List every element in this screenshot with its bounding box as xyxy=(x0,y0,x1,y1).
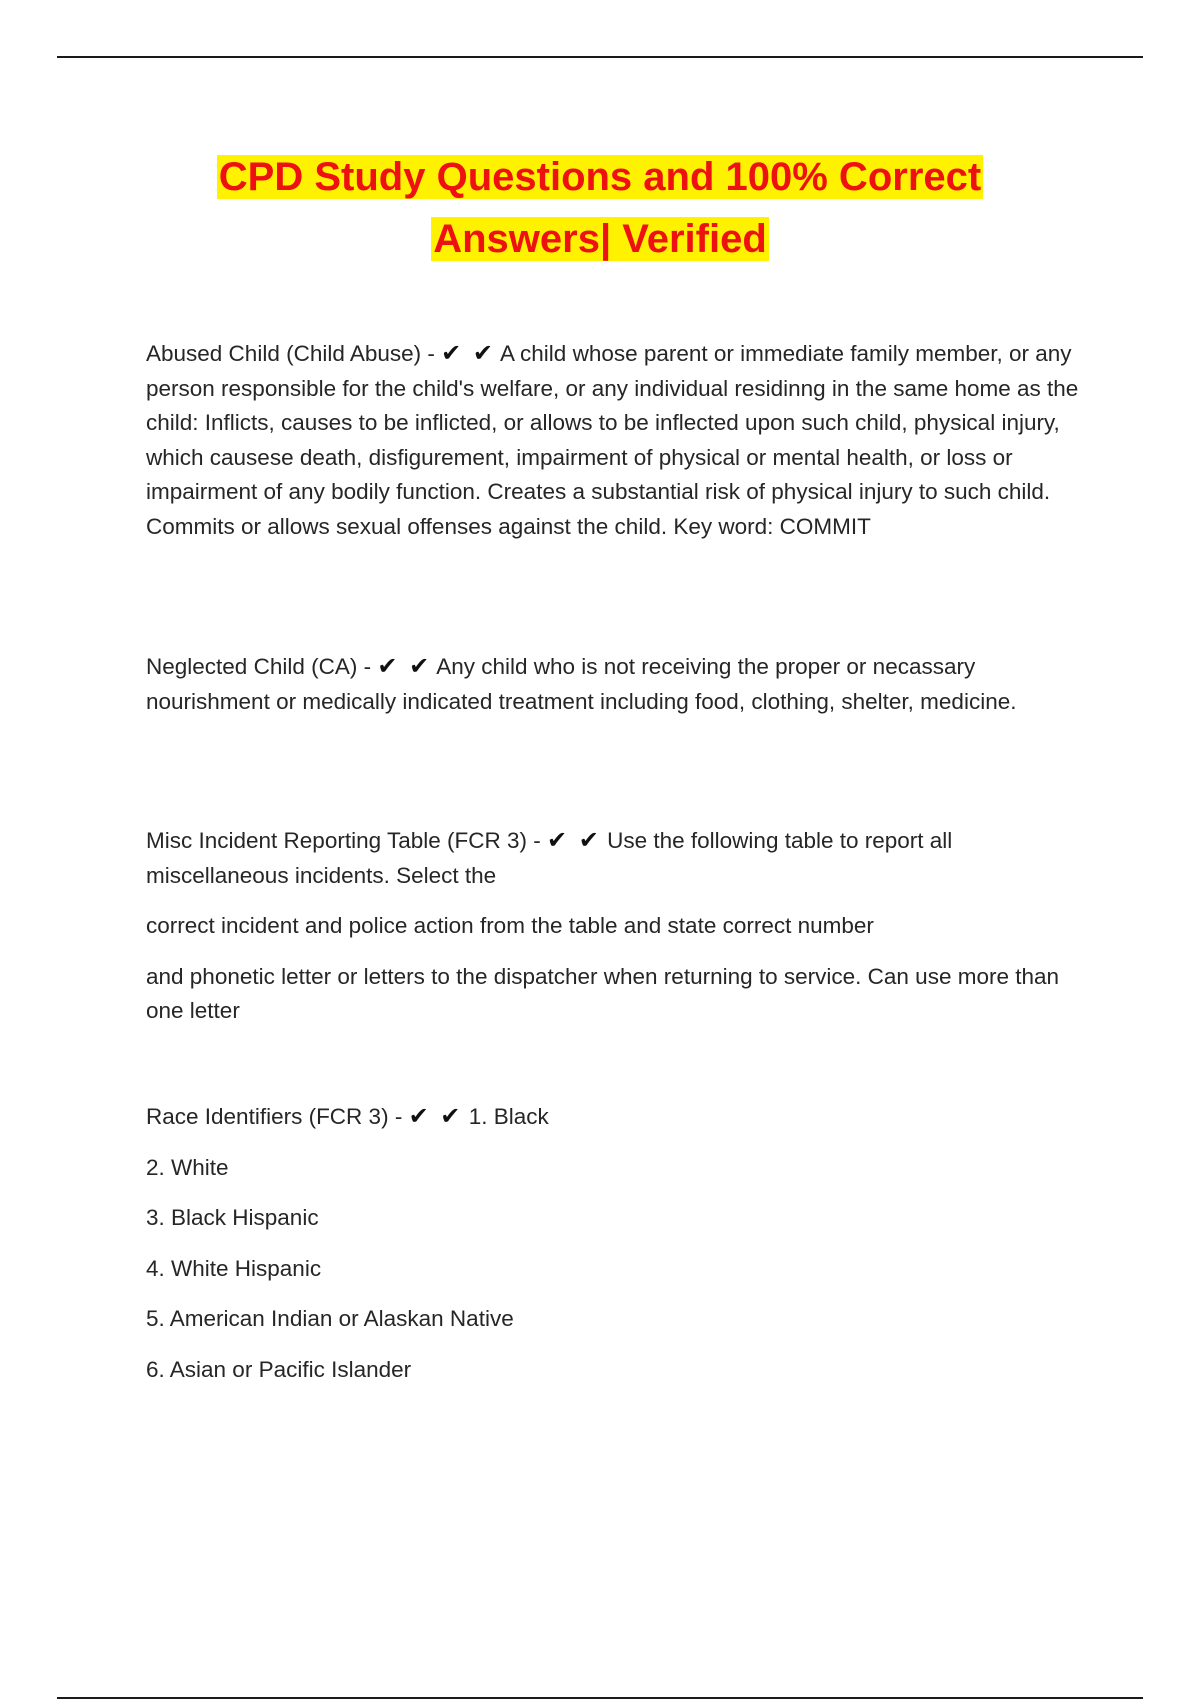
checkmark-icon: ✔ ✔ xyxy=(441,339,496,367)
entry-paragraph-2: correct incident and police action from the table and state correct number xyxy=(146,913,874,938)
entry-term: Misc Incident Reporting Table (FCR 3) - xyxy=(146,828,547,853)
entry-paragraph xyxy=(146,823,1086,893)
entry-paragraph xyxy=(146,1099,1086,1135)
entry-race-identifiers xyxy=(146,1099,1086,1387)
entry-paragraph xyxy=(146,649,1086,719)
list-item: 2. White xyxy=(146,1154,229,1180)
entry-paragraph xyxy=(146,336,1086,544)
list-item: 3. Black Hispanic xyxy=(146,1205,319,1230)
entry-term: Neglected Child (CA) - xyxy=(146,654,378,679)
entry-definition: A child whose parent or immediate family member, or any person responsible for the child's welfare, or any individual residinng in the same home as the child: Inflicts, causes to be inflicted, or allows to be inflected upon such child, physical injury, which causese death, disfigurement, impairment of physical or mental health, or loss or impairment of any bodily function. Creates a substantial risk of physical injury to such child. Commits or allows sexual offenses against the child. Key word: COMMIT xyxy=(146,341,1079,539)
bottom-rule xyxy=(57,1697,1143,1699)
list-item: 5. American Indian or Alaskan Native xyxy=(146,1306,514,1331)
checkmark-icon: ✔ ✔ xyxy=(408,1102,463,1130)
entry-term: Race Identifiers (FCR 3) - xyxy=(146,1104,409,1129)
entry-misc-incident xyxy=(146,823,1086,1029)
entry-neglected-child xyxy=(146,649,1086,719)
list-item: 4. White Hispanic xyxy=(146,1255,322,1281)
entry-definition: 1. Black xyxy=(468,1104,549,1129)
title-line-1: CPD Study Questions and 100% Correct xyxy=(218,155,982,199)
entry-definition: Any child who is not receiving the proper or necassary nourishment or medically indicated treatment including food, clothing, shelter, medicine. xyxy=(146,654,1017,714)
entry-definition: Use the following table to report all miscellaneous incidents. Select the xyxy=(146,828,953,888)
checkmark-icon: ✔ ✔ xyxy=(377,652,432,680)
top-rule xyxy=(57,56,1143,58)
entry-term: Abused Child (Child Abuse) - xyxy=(146,341,442,366)
title-line-2: Answers| Verified xyxy=(433,217,767,261)
list-item: 6. Asian or Pacific Islander xyxy=(146,1356,412,1382)
entry-abused-child xyxy=(146,336,1086,544)
document-title xyxy=(0,146,1200,270)
checkmark-icon: ✔ ✔ xyxy=(546,826,601,854)
entry-paragraph-3: and phonetic letter or letters to the dispatcher when returning to service. Can use more than one letter xyxy=(146,963,1060,1023)
